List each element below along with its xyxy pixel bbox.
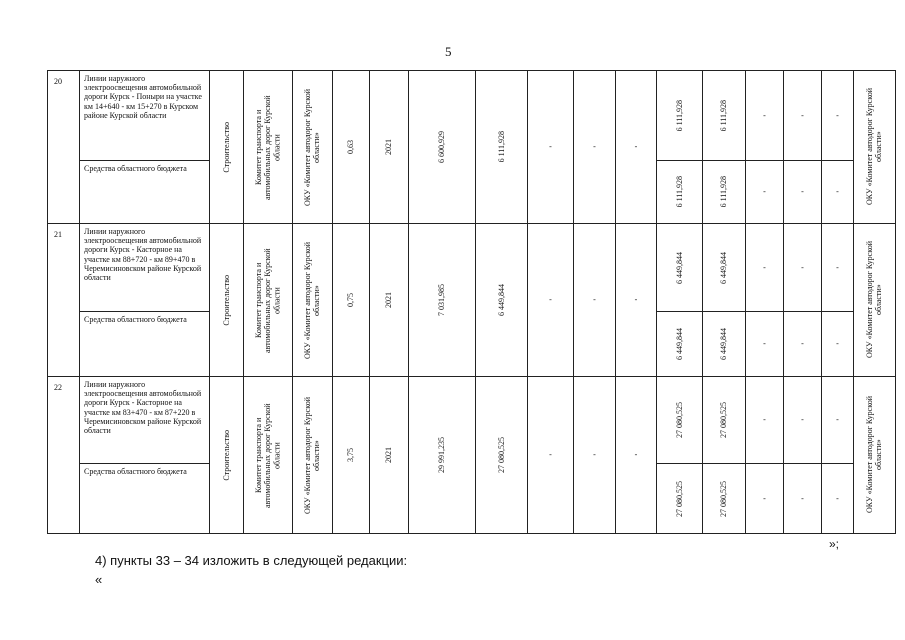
empty-value: - <box>528 71 574 224</box>
opening-quote: « <box>95 572 103 587</box>
year-value: 2021 <box>384 447 394 463</box>
row-number: 22 <box>48 377 80 534</box>
estimated-cost: 7 031,985 <box>437 284 447 316</box>
year-funding: 6 449,844 <box>719 251 729 284</box>
object-name: Линии наружного электроосвещения автомобильной дороги Курск - Касторное на участке км 83+470 - км 87+220 в Черемисиновском районе Курской области <box>80 377 210 464</box>
empty-value: - <box>822 71 854 161</box>
empty-value: - <box>784 312 822 377</box>
total-funding: 6 449,844 <box>674 251 684 284</box>
total-funding: 6 449,844 <box>674 328 684 360</box>
empty-value: - <box>746 71 784 161</box>
empty-value: - <box>784 224 822 312</box>
empty-value: - <box>822 161 854 224</box>
objects-table <box>47 70 896 534</box>
responsible: ОКУ «Комитет автодорог Курской области» <box>865 241 884 359</box>
estimated-cost: 29 991,235 <box>437 437 447 473</box>
empty-value: - <box>822 377 854 464</box>
responsible: ОКУ «Комитет автодорог Курской области» <box>865 396 884 514</box>
empty-value: - <box>822 312 854 377</box>
executor: ОКУ «Комитет автодорог Курской области» <box>303 88 322 206</box>
empty-value: - <box>822 464 854 534</box>
funding-source: Средства областного бюджета <box>80 312 210 377</box>
customer: Комитет транспорта и автомобильных дорог Курской области <box>254 402 282 508</box>
empty-value: - <box>784 161 822 224</box>
total-funding: 6 111,928 <box>674 99 684 132</box>
year-funding: 27 080,525 <box>719 402 729 438</box>
responsible: ОКУ «Комитет автодорог Курской области» <box>865 88 884 206</box>
length-value: 0,63 <box>346 140 356 154</box>
length-value: 0,75 <box>346 293 356 307</box>
year-value: 2021 <box>384 292 394 308</box>
row-number: 20 <box>48 71 80 224</box>
empty-value: - <box>784 377 822 464</box>
year-funding: 27 080,525 <box>719 480 729 517</box>
empty-value: - <box>616 71 657 224</box>
object-name: Линии наружного электроосвещения автомобильной дороги Курск - Поныри на участке км 14+640 - км 15+270 в Курском районе Курской области <box>80 71 210 161</box>
empty-value: - <box>784 71 822 161</box>
year-funding: 6 449,844 <box>719 328 729 360</box>
empty-value: - <box>616 377 657 534</box>
work-type: Строительство <box>221 274 231 326</box>
empty-value: - <box>616 224 657 377</box>
row-number: 21 <box>48 224 80 377</box>
customer: Комитет транспорта и автомобильных дорог Курской области <box>254 247 282 353</box>
executor: ОКУ «Комитет автодорог Курской области» <box>303 396 322 514</box>
year-funding: 6 111,928 <box>719 176 729 208</box>
empty-value: - <box>784 464 822 534</box>
empty-value: - <box>574 71 616 224</box>
year-value: 2021 <box>384 139 394 155</box>
table-row <box>48 71 896 161</box>
work-type: Строительство <box>221 121 231 173</box>
total-funding: 6 111,928 <box>674 176 684 208</box>
work-type: Строительство <box>221 429 231 481</box>
executor: ОКУ «Комитет автодорог Курской области» <box>303 241 322 359</box>
empty-value: - <box>746 312 784 377</box>
empty-value: - <box>822 224 854 312</box>
page-number: 5 <box>445 44 452 59</box>
limit-value: 6 449,844 <box>496 284 506 316</box>
customer: Комитет транспорта и автомобильных дорог Курской области <box>254 94 282 200</box>
empty-value: - <box>528 224 574 377</box>
limit-value: 27 080,525 <box>496 437 506 473</box>
total-funding: 27 080,525 <box>674 402 684 438</box>
year-funding: 6 111,928 <box>719 99 729 132</box>
total-funding: 27 080,525 <box>674 480 684 517</box>
empty-value: - <box>746 377 784 464</box>
empty-value: - <box>746 224 784 312</box>
length-value: 3,75 <box>346 448 356 462</box>
closing-quote: »; <box>829 537 840 551</box>
empty-value: - <box>574 224 616 377</box>
funding-source: Средства областного бюджета <box>80 161 210 224</box>
funding-source: Средства областного бюджета <box>80 464 210 534</box>
amendment-text: 4) пункты 33 – 34 изложить в следующей редакции: <box>95 553 408 568</box>
empty-value: - <box>746 464 784 534</box>
empty-value: - <box>574 377 616 534</box>
empty-value: - <box>746 161 784 224</box>
limit-value: 6 111,928 <box>496 131 506 163</box>
object-name: Линии наружного электроосвещения автомобильной дороги Курск - Касторное на участке км 88+720 - км 89+470 в Черемисиновском районе Курской области <box>80 224 210 312</box>
table-row <box>48 224 896 312</box>
empty-value: - <box>528 377 574 534</box>
table-row <box>48 377 896 464</box>
estimated-cost: 6 600,929 <box>437 131 447 163</box>
